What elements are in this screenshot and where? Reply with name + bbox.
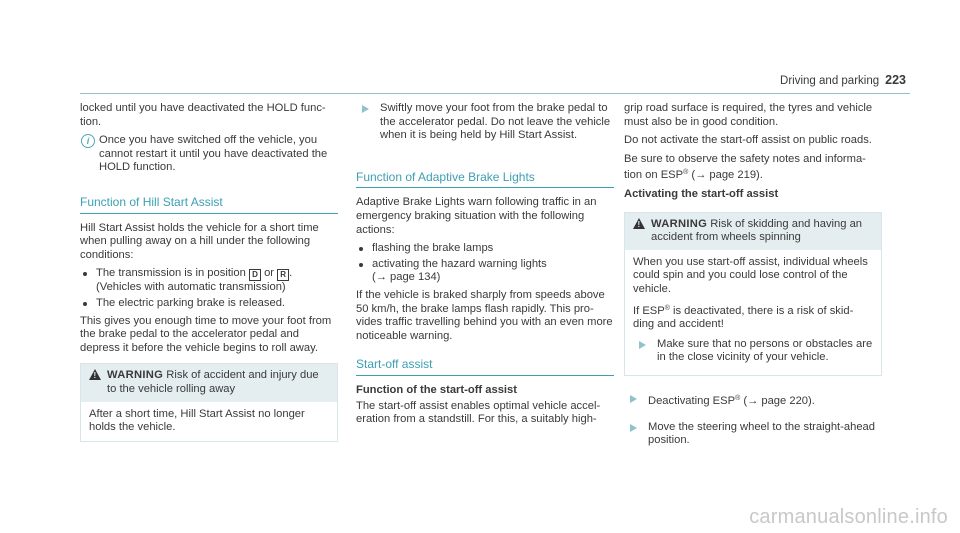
- warning-label: WARNING: [651, 217, 708, 230]
- step-arrow-icon: [639, 341, 646, 349]
- info-icon: i: [81, 134, 95, 148]
- column-3: [624, 102, 882, 452]
- road-surface-text: grip road surface is required, the tyres and vehicle must also be in good condition.: [624, 102, 873, 128]
- warning-header: ! WARNING Risk of skidding and having an accident from wheels spinning: [625, 213, 881, 250]
- list-item: flashing the brake lamps: [356, 242, 614, 256]
- warning-box: [624, 212, 882, 376]
- warning-body: [625, 250, 881, 375]
- warning-step: Make sure that no persons or obstacles are in the close vicinity of your vehicle.: [633, 338, 873, 365]
- section-rule: [80, 213, 338, 214]
- subheading-function: Function of the start-off assist: [356, 383, 517, 396]
- page-number: 223: [885, 73, 906, 87]
- list-item: activating the hazard warning lights (→ page 134): [356, 258, 614, 285]
- safety-notes-text: Be sure to observe the safety notes and informa-tion on ESP® (→ page 219).: [624, 152, 866, 182]
- brake-lights-explanation: If the vehicle is braked sharply from speeds above 50 km/h, the brake lamps flash rapidly. This pro-vides traffic travelling behind you with an even more noticeable warning.: [356, 288, 613, 342]
- warning-heading: Risk of accident and injury due to the vehicle rolling away: [107, 369, 319, 395]
- section-name: Driving and parking: [780, 75, 880, 87]
- warning-box: [80, 363, 338, 441]
- hill-start-explanation: This gives you enough time to move your foot from the brake pedal to the accelerator pedal and depress it before the vehicle begins to roll away.: [80, 314, 332, 354]
- column-1: [80, 102, 338, 442]
- instruction-step: Deactivating ESP® (→ page 220).: [624, 392, 882, 409]
- hill-start-description: Hill Start Assist holds the vehicle for a short time when pulling away on a hill under the following conditions:: [80, 221, 319, 261]
- info-note-text: Once you have switched off the vehicle, you cannot restart it until you have deactivated the HOLD function.: [99, 134, 328, 174]
- section-title-hill-start: Function of Hill Start Assist: [80, 194, 223, 209]
- start-off-description: The start-off assist enables optimal vehicle accel-eration from a standstill. For this, a suitably high-: [356, 399, 601, 426]
- step-arrow-icon: [630, 395, 637, 403]
- watermark: carmanualsonline.info: [749, 506, 948, 529]
- warning-text: If ESP® is deactivated, there is a risk of skid-ding and accident!: [633, 304, 854, 331]
- warning-text: When you use start-off assist, individual wheels could spin and you could lose control of the vehicle.: [633, 255, 868, 295]
- subheading-activating: Activating the start-off assist: [624, 187, 779, 200]
- gear-r-icon: R: [277, 269, 289, 281]
- page-header: [780, 74, 906, 89]
- warning-heading: Risk of skidding and having an accident from wheels spinning: [651, 217, 863, 244]
- conditions-list: [80, 267, 338, 310]
- warning-body: After a short time, Hill Start Assist no longer holds the vehicle.: [89, 407, 305, 434]
- section-title-adaptive-brake-lights: Function of Adaptive Brake Lights: [356, 169, 535, 184]
- list-item: The electric parking brake is released.: [80, 297, 338, 311]
- intro-text: locked until you have deactivated the HOLD func-tion.: [80, 102, 326, 128]
- info-note: [80, 134, 338, 175]
- column-2: [356, 102, 614, 432]
- step-arrow-icon: [362, 105, 369, 113]
- instruction-step: Move the steering wheel to the straight-ahead position.: [624, 421, 882, 448]
- list-item: The transmission is in position D or R . (Vehicles with automatic transmission): [80, 267, 338, 295]
- list-item-sub: (Vehicles with automatic transmission): [96, 281, 286, 294]
- gear-d-icon: D: [249, 269, 261, 281]
- step-arrow-icon: [630, 424, 637, 432]
- warning-label: WARNING: [107, 369, 164, 382]
- header-rule: [80, 93, 910, 94]
- warning-header: ! WARNING Risk of accident and injury due to the vehicle rolling away: [81, 364, 337, 401]
- section-rule: [356, 187, 614, 188]
- brake-lights-description: Adaptive Brake Lights warn following traffic in an emergency braking situation with the following actions:: [356, 196, 597, 236]
- page-reference: (→ page 134): [372, 271, 441, 284]
- section-rule: [356, 375, 614, 376]
- instruction-step: Swiftly move your foot from the brake pedal to the accelerator pedal. Do not leave the vehicle when it is being held by Hill Start Assist.: [356, 102, 614, 143]
- actions-list: [356, 242, 614, 285]
- section-title-start-off-assist: Start-off assist: [356, 357, 433, 372]
- public-roads-text: Do not activate the start-off assist on public roads.: [624, 134, 872, 147]
